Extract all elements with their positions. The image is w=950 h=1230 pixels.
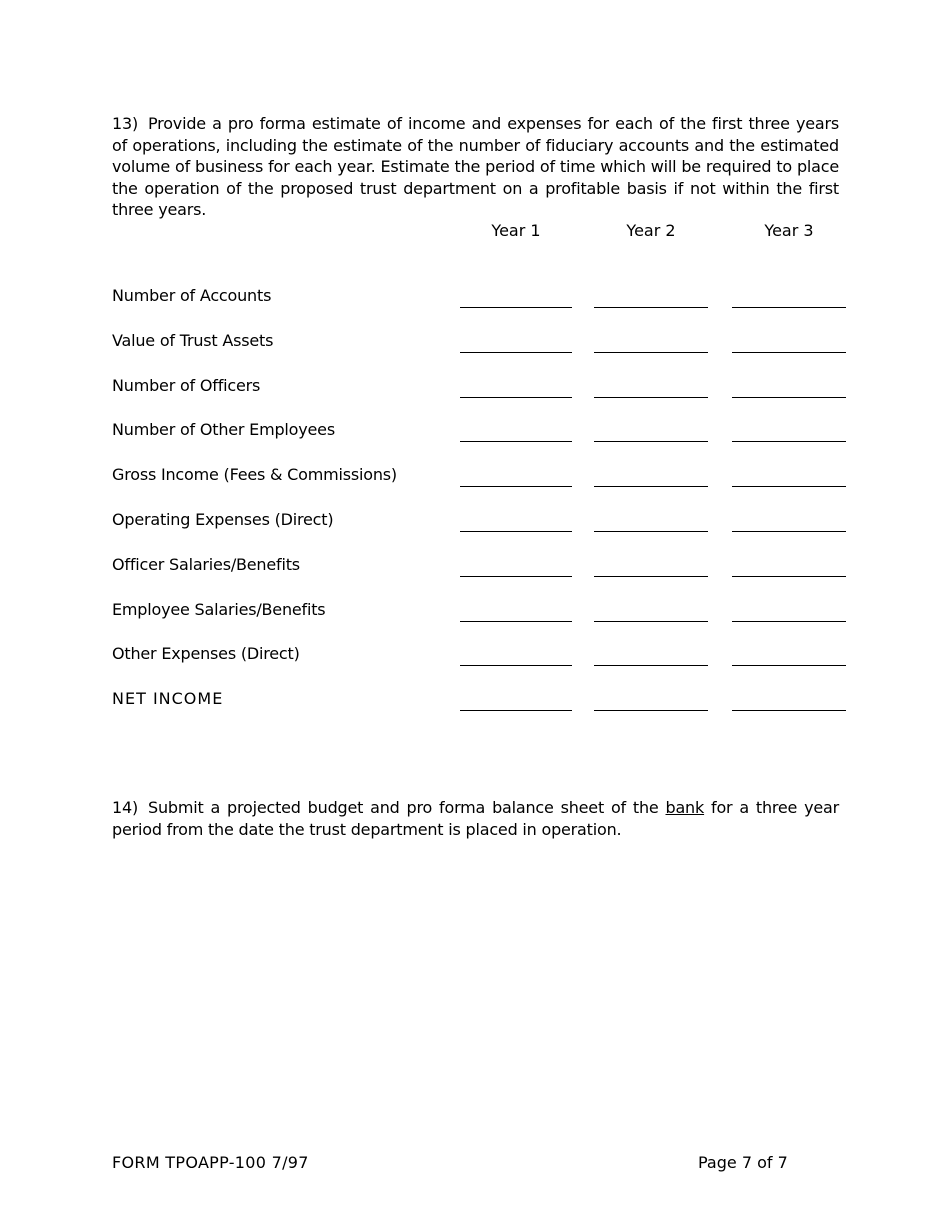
row-label-operating-expenses-direct: Operating Expenses (Direct) <box>112 510 334 529</box>
blank-line-number-of-officers-year-3[interactable] <box>732 397 846 398</box>
question-14-text-after: for a three year period from the date the trust department is placed in operation. <box>112 798 840 839</box>
question-13-text: Provide a pro forma estimate of income and expenses for each of the first three years of operations, including the estimate of the number of fiduciary accounts and the estimated volume of business for each year. Estimate the period of time which will be required to place the operation of the proposed trust department on a profitable basis if not within the first three years. <box>112 114 839 219</box>
blank-line-officer-salaries-benefits-year-3[interactable] <box>732 576 846 577</box>
blank-line-number-of-other-employees-year-3[interactable] <box>732 441 846 442</box>
blank-line-number-of-other-employees-year-1[interactable] <box>460 441 572 442</box>
blank-line-gross-income-fees-commissions-year-1[interactable] <box>460 486 572 487</box>
blank-line-officer-salaries-benefits-year-2[interactable] <box>594 576 708 577</box>
blank-line-value-of-trust-assets-year-1[interactable] <box>460 352 572 353</box>
blank-line-gross-income-fees-commissions-year-3[interactable] <box>732 486 846 487</box>
row-label-other-expenses-direct: Other Expenses (Direct) <box>112 644 300 664</box>
blank-line-number-of-accounts-year-3[interactable] <box>732 307 846 308</box>
question-14-number: 14) <box>112 798 139 817</box>
blank-line-employee-salaries-benefits-year-1[interactable] <box>460 621 572 622</box>
blank-line-operating-expenses-direct-year-3[interactable] <box>732 531 846 532</box>
row-label-value-of-trust-assets: Value of Trust Assets <box>112 330 274 350</box>
blank-line-net-income-year-3[interactable] <box>732 710 846 711</box>
blank-line-net-income-year-1[interactable] <box>460 710 572 711</box>
blank-line-number-of-officers-year-1[interactable] <box>460 397 572 398</box>
blank-line-other-expenses-direct-year-2[interactable] <box>594 665 708 666</box>
footer-page-number: Page 7 of 7 <box>698 1153 788 1172</box>
question-14-underlined-word: bank <box>665 798 705 817</box>
column-header-year-3: Year 3 <box>764 221 814 240</box>
row-label-number-of-other-employees: Number of Other Employees <box>112 420 335 440</box>
blank-line-employee-salaries-benefits-year-3[interactable] <box>732 621 846 622</box>
blank-line-other-expenses-direct-year-1[interactable] <box>460 665 572 666</box>
row-label-net-income: NET INCOME <box>112 689 224 709</box>
footer-form-id: FORM TPOAPP-100 7/97 <box>112 1153 309 1172</box>
blank-line-officer-salaries-benefits-year-1[interactable] <box>460 576 572 577</box>
blank-line-operating-expenses-direct-year-2[interactable] <box>594 531 708 532</box>
question-13-number: 13) <box>112 114 139 133</box>
question-14-text-before: Submit a projected budget and pro forma balance sheet of the <box>148 798 659 817</box>
blank-line-employee-salaries-benefits-year-2[interactable] <box>594 621 708 622</box>
blank-line-operating-expenses-direct-year-1[interactable] <box>460 531 572 532</box>
question-13 <box>112 113 839 221</box>
blank-line-number-of-accounts-year-2[interactable] <box>594 307 708 308</box>
row-label-gross-income-fees-commissions: Gross Income (Fees & Commissions) <box>112 465 397 485</box>
blank-line-number-of-other-employees-year-2[interactable] <box>594 441 708 442</box>
blank-line-number-of-officers-year-2[interactable] <box>594 397 708 398</box>
row-label-number-of-officers: Number of Officers <box>112 375 261 395</box>
column-header-year-2: Year 2 <box>626 221 676 240</box>
blank-line-gross-income-fees-commissions-year-2[interactable] <box>594 486 708 487</box>
question-14 <box>112 797 839 840</box>
blank-line-net-income-year-2[interactable] <box>594 710 708 711</box>
blank-line-number-of-accounts-year-1[interactable] <box>460 307 572 308</box>
column-header-year-1: Year 1 <box>491 221 541 240</box>
blank-line-value-of-trust-assets-year-2[interactable] <box>594 352 708 353</box>
row-label-officer-salaries-benefits: Officer Salaries/Benefits <box>112 554 300 574</box>
row-label-number-of-accounts: Number of Accounts <box>112 286 272 305</box>
blank-line-other-expenses-direct-year-3[interactable] <box>732 665 846 666</box>
blank-line-value-of-trust-assets-year-3[interactable] <box>732 352 846 353</box>
row-label-employee-salaries-benefits: Employee Salaries/Benefits <box>112 599 326 619</box>
